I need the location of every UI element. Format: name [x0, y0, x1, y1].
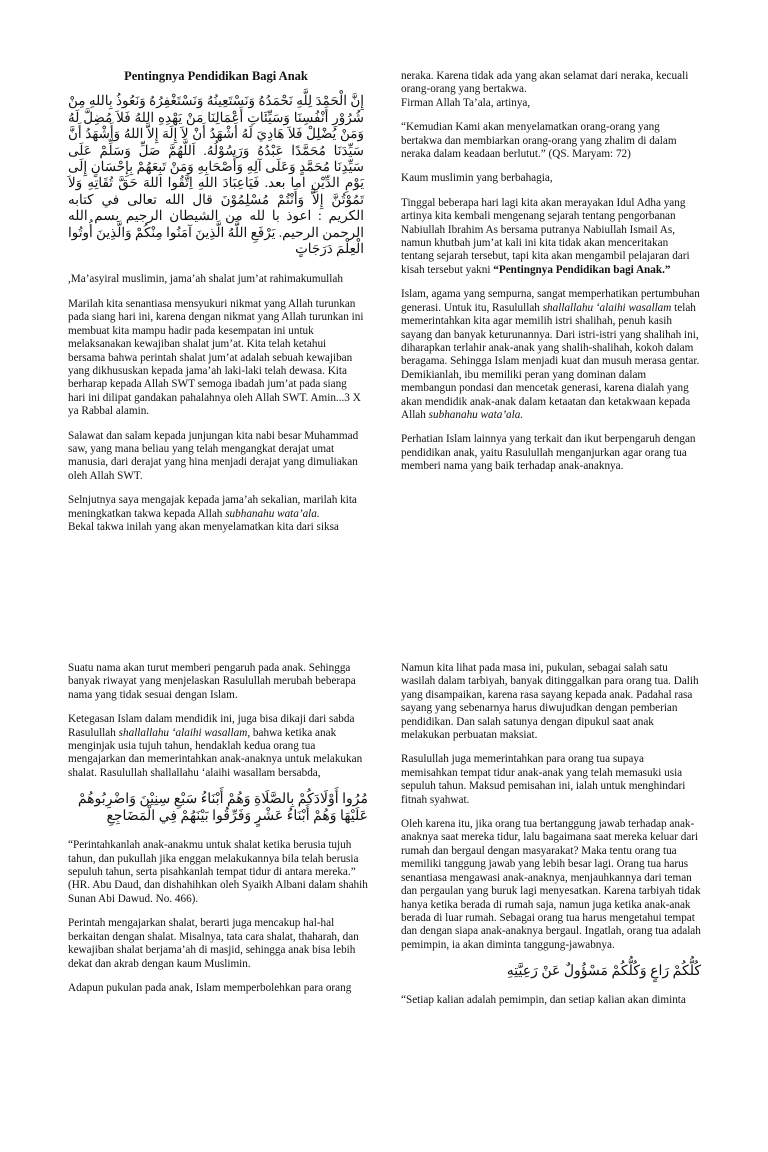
hadith-translation: “Setiap kalian adalah pemimpin, dan setiap kalian akan diminta: [401, 994, 686, 1007]
text-run: Firman Allah Ta’ala, artinya,: [401, 96, 531, 109]
paragraph: Oleh karena itu, jika orang tua bertanggung jawab terhadap anak-anaknya saat mereka tidur, lalu bagaimana saat mereka keluar dari rumah dan bergaul dengan masyarakat? Maka tentu orang tua memiliki tanggung jawab yang lebih besar lagi. Orang tua harus senantiasa mengawasi anak-anaknya, menjauhkannya dari teman dan pergaulan yang buruk lagi menyesatkan. Karena tarbiyah tidak hanya ketika berada di rumah saja, namun juga ketika anak-anak berada di luar rumah. Sebagai orang tua harus mengetahui tempat dan dengan siapa anak-anaknya bergaul. Ingatlah, orang tua adalah pemimpin, ia akan diminta tanggung-jawabnya.: [401, 818, 701, 951]
page1-left-column: [68, 70, 364, 545]
arabic-opening-text: إِنَّ الْحَمْدَ لِلَّهِ نَحْمَدُهُ وَنَسْتَعِينُهُ وَنَسْتَغْفِرُهُ وَنَعُوذُ بِاللهِ مِنْ شُرُوْرِ أَنْفُسِنَا وَسَيِّئَاتِ أَعْمَالِنَا مَنْ يَهْدِهِ اللهُ فَلاَ مُضِلَّ لَهُ وَمَنْ يُضْلِلْ فَلاَ هَادِيَ لَهُ أَشْهَدُ أَنْ لاَ إِلَهَ إِلاَّ اللهُ وَأَشْهَدُ أَنَّ سَيِّدَنَا مُحَمَّدًا عَبْدُهُ وَرَسُوْلُهُ. اَللَّهُمَّ صَلِّ وَسَلِّمْ عَلَى سَيِّدِنَا مُحَمَّدٍ وَعَلَى آلِهِ وَأَصْحَابِهِ وَمَنْ تَبِعَهُمْ بِإِحْسَانٍ إِلَى يَوْمِ الدِّيْنِ اما بعد. فَيَاعِبَادَ اللهِ اِتَّقُوا اللهَ حَقَّ تُقَاتِهِ وَلاَ تَمُوْتُنَّ إِلاَّ وَأَنْتُمْ مُسْلِمُوْنَ قال الله تعالى في كتابه الكريم : اعوذ با لله من الشيطان الرجيم بسم الله الرحمن الرحيم. يَرْفَعِ اللَّهُ الَّذِينَ آمَنُوا مِنْكُمْ وَالَّذِينَ أُوتُوا الْعِلْمَ دَرَجَاتٍ: [67, 93, 364, 257]
greeting-line: ,Ma’asyiral muslimin, jama’ah shalat jum’at rahimakumullah: [68, 273, 343, 286]
text-run: neraka. Karena tidak ada yang akan selamat dari neraka, kecuali orang-orang yang bertakwa.: [401, 70, 689, 96]
bold-run: “Pentingnya Pendidikan bagi Anak.”: [493, 263, 671, 276]
paragraph: Namun kita lihat pada masa ini, pukulan, sebagai salah satu wasilah dalam tarbiyah, banyak ditinggalkan para orang tua. Dalih yang disampaikan, karena rasa sayang kepada anak. Padahal rasa sayang yang sebenarnya harus diwujudkan dengan pemberian pendidikan. Dan salah satunya dengan dipukul saat anak melakukan perbuatan maksiat.: [401, 662, 699, 742]
text-run: telah memerintahkan kita agar memilih istri shalihah, penuh kasih sayang dan banyak keturunannya. Dari istri-istri yang shalihah ini, diharapkan terlahir anak-anak yang shalih-shalihah, kokoh dalam beragama. Sehingga Islam menjadi kuat dan musuh merasa gentar. Demikianlah, ibu memiliki peran yang dominan dalam membangun pondasi dan mencetak generasi, karena dialah yang akan mendidik anak-anak dalam ketaatan dan ketakwaan kepada Allah: [401, 301, 700, 421]
paragraph: [68, 713, 368, 780]
text-run: Bekal takwa inilah yang akan menyelamatkan kita dari siksa: [68, 520, 339, 533]
paragraph: Perintah mengajarkan shalat, berarti juga mencakup hal-hal berkaitan dengan shalat. Misalnya, tata cara shalat, thaharah, dan kewajiban shalat berjama’ah di masjid, sehingga anak bisa lebih dekat dan akrab dengan kaum Muslimin.: [68, 917, 359, 970]
paragraph: Suatu nama akan turut memberi pengaruh pada anak. Sehingga banyak riwayat yang menjelaskan Rasulullah merubah beberapa nama yang tidak sesuai dengan Islam.: [68, 662, 356, 701]
paragraph: [401, 288, 701, 422]
text-run: Tinggal beberapa hari lagi kita akan merayakan Idul Adha yang artinya kita kembali mengenang sejarah tentang pengorbanan Nabiullah Ibrahim As bersama putranya Nabiullah Ismail As, namun khutbah jum’at kali ini kita tidak akan menceritakan tentang sejarah tersebut, tapi kita akan mengambil pelajaran dari kisah tersebut yakni: [401, 196, 690, 276]
document-page-2: [0, 640, 768, 1152]
italic-run: shallallahu ‘alaihi wasallam,: [118, 726, 251, 739]
arabic-hadith-text: كُلُّكُمْ رَاعٍ وَكُلُّكُمْ مَسْؤُولٌ عَنْ رَعِيَّتِهِ: [506, 964, 701, 980]
greeting-line: Kaum muslimin yang berbahagia,: [401, 172, 553, 185]
text-run: Selnjutnya saya mengajak kepada jama’ah sekalian, marilah kita meningkatkan takwa kepada Allah: [68, 494, 357, 520]
page2-right-column: [401, 662, 701, 1019]
page2-left-column: [68, 662, 368, 1006]
hadith-translation: “Perintahkanlah anak-anakmu untuk shalat ketika berusia tujuh tahun, dan pukullah jika enggan melakukannya bila telah berusia sepuluh tahun, serta pisahkanlah tempat tidur di antara mereka.” (HR. Abu Daud, dan dishahihkan oleh Syaikh Albani dalam shahih Sunan Abi Dawud. No. 466).: [68, 839, 368, 905]
text-run: Islam, agama yang sempurna, sangat memperhatikan pertumbuhan generasi. Untuk itu, Rasulullah: [401, 288, 700, 314]
paragraph: [401, 197, 701, 277]
arabic-hadith-text: مُرُوا أَوْلَادَكُمْ بِالصَّلَاةِ وَهُمْ أَبْنَاءُ سَبْعِ سِنِيْنَ وَاضْرِبُوهُمْ عَلَيْهَا وَهُمْ أَبْنَاءُ عَشْرٍ وَفَرِّقُوا بَيْنَهُمْ فِي الْمَضَاجِعِ: [77, 792, 368, 825]
italic-run: shallallahu ‘alaihi wasallam: [542, 301, 672, 314]
page1-right-column: [401, 70, 701, 485]
paragraph: Rasulullah juga memerintahkan para orang tua supaya memisahkan tempat tidur anak-anak yang telah memasuki usia sepuluh tahun. Maksud pemisahan ini, ialah untuk menghindari fitnah syahwat.: [401, 753, 686, 806]
paragraph: [401, 70, 701, 110]
paragraph: Marilah kita senantiasa mensyukuri nikmat yang Allah turunkan pada siang hari ini, karena dengan nikmat yang Allah turunkan ini membuat kita mampu hadir pada kesempatan ini untuk melaksanakan kewajiban shalat jum’at. Kita telah ketahui bersama bahwa perintah shalat jum’at adalah sebuah kewajiban yang dikhususkan kepada jama’ah laki-laki telah dewasa. Kita berharap kepada Allah SWT semoga ibadah jum’at pada siang hari ini dilipat gandakan pahalahnya oleh Allah SWT. Amin...3 X ya Rabbal alamin.: [68, 297, 364, 418]
paragraph: [68, 494, 364, 534]
quran-quote: “Kemudian Kami akan menyelamatkan orang-orang yang bertakwa dan membiarkan orang-orang yang zhalim di dalam neraka dalam keadaan berlutut.” (QS. Maryam: 72): [401, 121, 677, 161]
paragraph: Adapun pukulan pada anak, Islam memperbolehkan para orang: [68, 981, 352, 994]
text-run: bahwa ketika anak menginjak usia tujuh tahun, hendaklah kedua orang tua mengajarkan dan memerintahkan anak-anaknya untuk melakukan shalat. Rasulullah shallallahu ‘alaihi wasallam bersabda,: [68, 726, 363, 779]
paragraph: Perhatian Islam lainnya yang terkait dan ikut berpengaruh dengan pendidikan anak, yaitu Rasulullah menganjurkan agar orang tua memberi nama yang baik terhadap anak-anaknya.: [401, 433, 696, 473]
document-page-1: [0, 0, 768, 533]
page-title: Pentingnya Pendidikan Bagi Anak: [124, 69, 308, 83]
paragraph: Salawat dan salam kepada junjungan kita nabi besar Muhammad saw, yang mana beliau yang telah mengangkat derajat umat manusia, dari derajat yang hina menjadi derajat yang dimuliakan oleh Allah SWT.: [68, 429, 359, 482]
italic-run: subhanahu wata’ala.: [225, 507, 320, 520]
italic-run: subhanahu wata’ala.: [428, 408, 524, 421]
text-run: Ketegasan Islam dalam mendidik ini, juga bisa dikaji dari sabda Rasulullah: [68, 713, 355, 739]
